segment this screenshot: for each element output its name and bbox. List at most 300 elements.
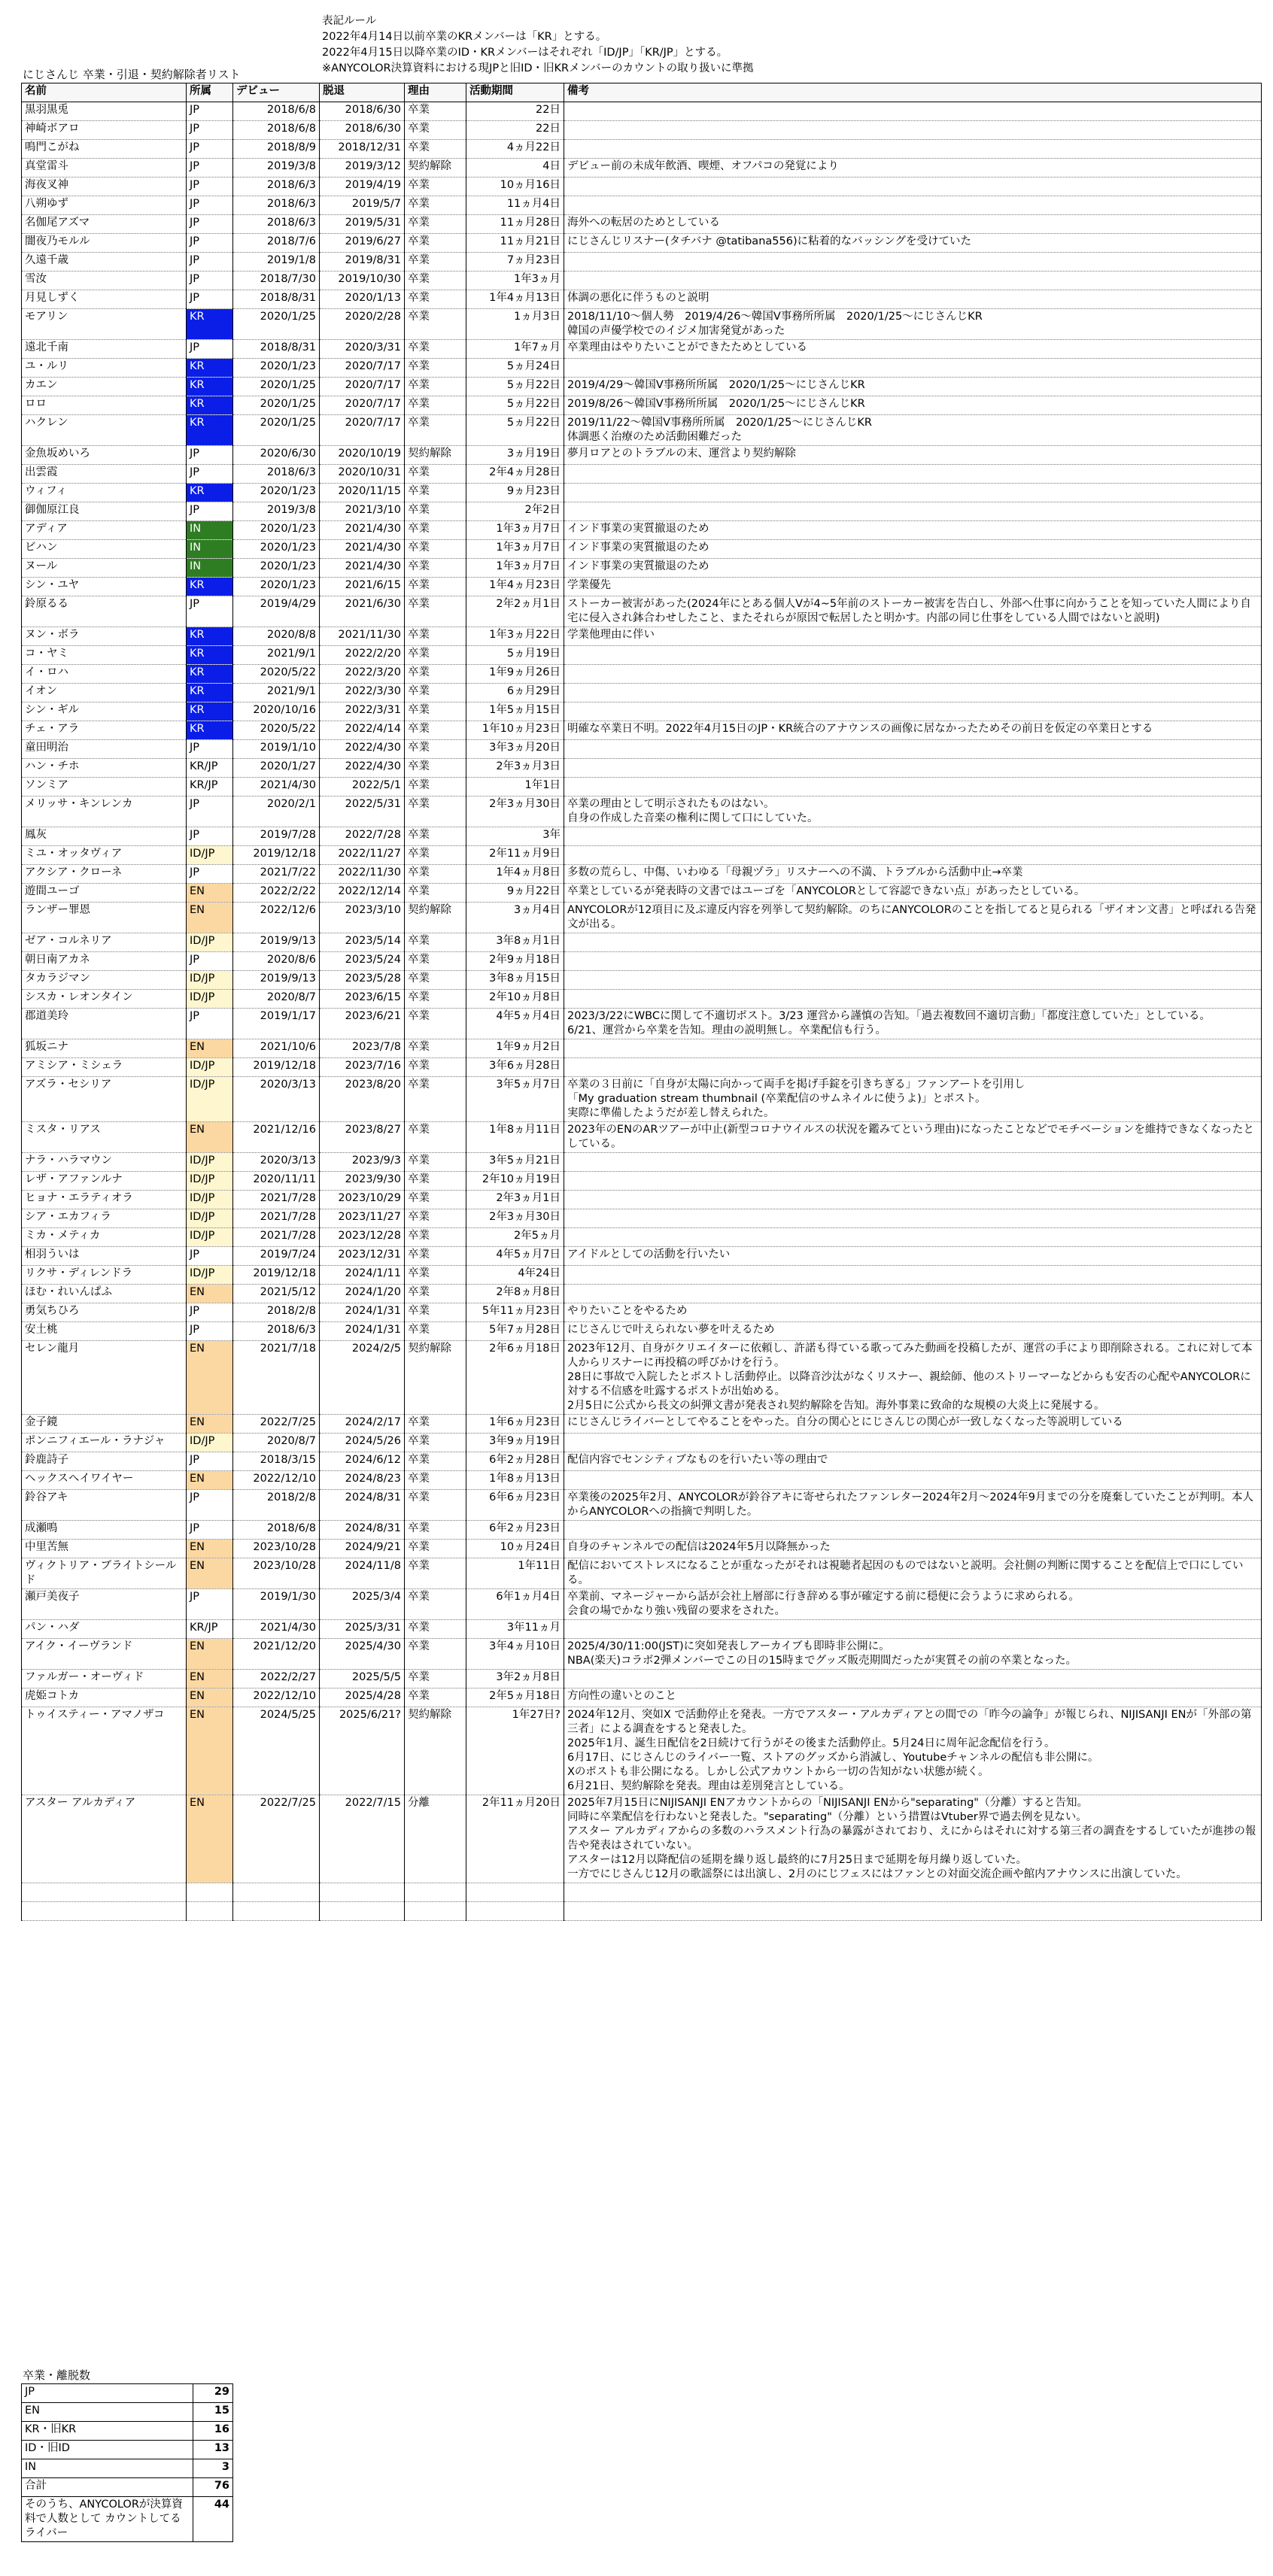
debut-date: 2018/6/3 (233, 215, 320, 234)
member-name: 黒羽黒兎 (22, 102, 187, 121)
affiliation: JP (187, 253, 233, 272)
leave-reason: 卒業 (405, 702, 466, 721)
affiliation: KR (187, 665, 233, 684)
member-name: 成瀬鳴 (22, 1521, 187, 1540)
leave-date: 2023/12/31 (320, 1247, 405, 1266)
leave-reason: 卒業 (405, 990, 466, 1009)
leave-reason: 卒業 (405, 933, 466, 952)
empty-cell (22, 1902, 187, 1921)
table-row (22, 1322, 1262, 1341)
affiliation: JP (187, 1247, 233, 1266)
member-name: タカラジマン (22, 971, 187, 990)
table-row (22, 1303, 1262, 1322)
affiliation: KR (187, 627, 233, 646)
col-header-note: 備考 (564, 83, 1262, 102)
summary-label: EN (22, 2403, 193, 2422)
debut-date: 2019/3/8 (233, 159, 320, 177)
debut-date: 2020/1/25 (233, 309, 320, 340)
leave-reason: 卒業 (405, 1228, 466, 1247)
activity-period: 2年4ヵ月28日 (466, 465, 564, 484)
leave-reason: 卒業 (405, 1266, 466, 1285)
activity-period: 2年10ヵ月19日 (466, 1172, 564, 1191)
affiliation: KR/JP (187, 778, 233, 796)
table-row (22, 1415, 1262, 1434)
leave-reason: 卒業 (405, 215, 466, 234)
table-row (22, 1153, 1262, 1172)
table-row (22, 159, 1262, 177)
activity-period: 5年7ヵ月28日 (466, 1322, 564, 1341)
leave-reason: 卒業 (405, 1039, 466, 1058)
leave-date: 2021/3/10 (320, 502, 405, 521)
activity-period: 3年3ヵ月20日 (466, 740, 564, 759)
leave-reason: 卒業 (405, 796, 466, 827)
activity-period: 5ヵ月22日 (466, 378, 564, 396)
leave-date: 2021/4/30 (320, 521, 405, 540)
leave-date: 2022/3/31 (320, 702, 405, 721)
affiliation: JP (187, 290, 233, 309)
activity-period: 5ヵ月19日 (466, 646, 564, 665)
note: インド事業の実質撤退のため (564, 540, 1262, 559)
table-row (22, 1009, 1262, 1039)
note: 2019/8/26～韓国V事務所所属 2020/1/25～にじさんじKR (564, 396, 1262, 415)
note: 学業優先 (564, 578, 1262, 596)
table-row (22, 140, 1262, 159)
note: 2019/11/22～韓国V事務所所属 2020/1/25～にじさんじKR 体調悪く治療のため活動困難だった (564, 415, 1262, 446)
empty-cell (187, 1883, 233, 1902)
debut-date: 2020/1/23 (233, 521, 320, 540)
note: 配信内容でセンシティブなものを行いたい等の理由で (564, 1452, 1262, 1471)
table-row (22, 1707, 1262, 1795)
member-name: 鳳灰 (22, 827, 187, 846)
member-name: トゥイスティー・アマノザコ (22, 1707, 187, 1795)
note: にじさんじライバーとしてやることをやった。自分の関心とにじさんじの関心が一致しなくなった等説明している (564, 1415, 1262, 1434)
note: 2023年12月、自身がクリエイターに依頼し、許諾も得ている歌ってみた動画を投稿したが、運営の手により即削除される。これに対して本人からリスナーに再投稿の呼びかけを行う。 28日に事故で入院したとポストし活動停止。以降音沙汰がなくリスナー、親絵師、他のストリーマーなどからも安否の心配やANYCOLORに対する不信感を吐露するポストが出始める。 2月5日に公式から長文の糾弾文書が発表され契約解除を告知。海外事業に致命的な規模の大炎上に発展する。 (564, 1341, 1262, 1415)
leave-date: 2022/12/14 (320, 884, 405, 903)
col-header-debut: デビュー (233, 83, 320, 102)
activity-period: 10ヵ月16日 (466, 177, 564, 196)
affiliation: KR (187, 378, 233, 396)
list-title: にじさんじ 卒業・引退・契約解除者リスト (23, 68, 241, 81)
leave-date: 2023/7/8 (320, 1039, 405, 1058)
affiliation: IN (187, 559, 233, 578)
note: 海外への転居のためとしている (564, 215, 1262, 234)
table-row (22, 846, 1262, 865)
note (564, 1191, 1262, 1209)
affiliation: ID/JP (187, 971, 233, 990)
leave-reason: 卒業 (405, 1521, 466, 1540)
table-row (22, 884, 1262, 903)
affiliation: EN (187, 1039, 233, 1058)
member-name: シン・ユヤ (22, 578, 187, 596)
note: 2018/11/10～個人勢 2019/4/26～韓国V事務所所属 2020/1/25～にじさんじKR 韓国の声優学校でのイジメ加害発覚があった (564, 309, 1262, 340)
member-name: ヌン・ボラ (22, 627, 187, 646)
debut-date: 2020/8/7 (233, 1434, 320, 1452)
affiliation: KR (187, 684, 233, 702)
table-row (22, 465, 1262, 484)
leave-reason: 卒業 (405, 684, 466, 702)
leave-reason: 卒業 (405, 1009, 466, 1039)
table-row (22, 1452, 1262, 1471)
debut-date: 2018/7/30 (233, 272, 320, 290)
member-name: 鈴原るる (22, 596, 187, 627)
affiliation: ID/JP (187, 990, 233, 1009)
leave-reason: 卒業 (405, 1077, 466, 1122)
member-name: ヴィクトリア・ブライトシールド (22, 1558, 187, 1589)
activity-period: 6年6ヵ月23日 (466, 1490, 564, 1521)
debut-date: 2018/6/8 (233, 1521, 320, 1540)
note: 卒業としているが発表時の文書ではユーゴを「ANYCOLORとして容認できない点」があったとしている。 (564, 884, 1262, 903)
summary-value: 29 (193, 2384, 233, 2403)
leave-reason: 卒業 (405, 196, 466, 215)
leave-reason: 卒業 (405, 596, 466, 627)
activity-period: 5ヵ月24日 (466, 359, 564, 378)
debut-date: 2018/3/15 (233, 1452, 320, 1471)
activity-period: 3年5ヵ月7日 (466, 1077, 564, 1122)
leave-reason: 卒業 (405, 884, 466, 903)
debut-date: 2019/7/28 (233, 827, 320, 846)
leave-date: 2022/3/20 (320, 665, 405, 684)
leave-date: 2022/7/15 (320, 1795, 405, 1883)
affiliation: JP (187, 340, 233, 359)
table-row (22, 646, 1262, 665)
note (564, 196, 1262, 215)
leave-date: 2023/11/27 (320, 1209, 405, 1228)
note (564, 740, 1262, 759)
col-header-reason: 理由 (405, 83, 466, 102)
leave-date: 2025/3/31 (320, 1620, 405, 1639)
activity-period: 3ヵ月4日 (466, 903, 564, 933)
table-row (22, 1209, 1262, 1228)
affiliation: EN (187, 1689, 233, 1707)
summary-title: 卒業・離脱数 (23, 2368, 91, 2382)
table-row (22, 952, 1262, 971)
member-name: 瀬戸美夜子 (22, 1589, 187, 1620)
leave-date: 2020/11/15 (320, 484, 405, 502)
activity-period: 1年5ヵ月15日 (466, 702, 564, 721)
rules-line: 2022年4月14日以前卒業のKRメンバーは「KR」とする。 (322, 31, 607, 43)
activity-period: 11ヵ月4日 (466, 196, 564, 215)
member-name: 相羽ういは (22, 1247, 187, 1266)
member-name: ヌール (22, 559, 187, 578)
member-name: 虎姫コトカ (22, 1689, 187, 1707)
table-row (22, 253, 1262, 272)
table-row (22, 359, 1262, 378)
leave-date: 2025/4/30 (320, 1639, 405, 1670)
activity-period: 2年3ヵ月30日 (466, 796, 564, 827)
note (564, 177, 1262, 196)
member-name: ロロ (22, 396, 187, 415)
table-row (22, 1172, 1262, 1191)
activity-period: 2年2ヵ月1日 (466, 596, 564, 627)
table-row (22, 721, 1262, 740)
note (564, 952, 1262, 971)
affiliation: ID/JP (187, 1191, 233, 1209)
activity-period: 6年1ヵ月4日 (466, 1589, 564, 1620)
member-name: 鈴谷アキ (22, 1490, 187, 1521)
leave-date: 2024/5/26 (320, 1434, 405, 1452)
member-name: カエン (22, 378, 187, 396)
empty-cell (233, 1902, 320, 1921)
table-row (22, 1228, 1262, 1247)
note (564, 1228, 1262, 1247)
table-row (22, 1039, 1262, 1058)
table-row (22, 446, 1262, 465)
affiliation: EN (187, 1639, 233, 1670)
activity-period: 1年27日? (466, 1707, 564, 1795)
leave-reason: 卒業 (405, 502, 466, 521)
leave-reason: 卒業 (405, 1434, 466, 1452)
debut-date: 2021/10/6 (233, 1039, 320, 1058)
debut-date: 2021/9/1 (233, 684, 320, 702)
member-name: ウィフィ (22, 484, 187, 502)
leave-date: 2019/8/31 (320, 253, 405, 272)
debut-date: 2019/12/18 (233, 1266, 320, 1285)
table-row (22, 502, 1262, 521)
affiliation: ID/JP (187, 1266, 233, 1285)
summary-label: JP (22, 2384, 193, 2403)
debut-date: 2021/7/28 (233, 1228, 320, 1247)
table-row (22, 1077, 1262, 1122)
note (564, 121, 1262, 140)
affiliation: KR (187, 396, 233, 415)
debut-date: 2020/1/27 (233, 759, 320, 778)
leave-reason: 卒業 (405, 484, 466, 502)
empty-cell (320, 1883, 405, 1902)
leave-reason: 卒業 (405, 465, 466, 484)
debut-date: 2023/10/28 (233, 1540, 320, 1558)
affiliation: EN (187, 1415, 233, 1434)
note (564, 1620, 1262, 1639)
affiliation: JP (187, 1009, 233, 1039)
affiliation: JP (187, 1521, 233, 1540)
affiliation: JP (187, 234, 233, 253)
leave-reason: 卒業 (405, 340, 466, 359)
activity-period: 11ヵ月28日 (466, 215, 564, 234)
summary-label: ID・旧ID (22, 2441, 193, 2459)
member-name: 狐坂ニナ (22, 1039, 187, 1058)
member-name: ナラ・ハラマウン (22, 1153, 187, 1172)
affiliation: JP (187, 196, 233, 215)
activity-period: 6年2ヵ月23日 (466, 1521, 564, 1540)
affiliation: JP (187, 446, 233, 465)
table-row (22, 1191, 1262, 1209)
member-name: 金子鏡 (22, 1415, 187, 1434)
debut-date: 2018/8/31 (233, 290, 320, 309)
member-name: ゼア・コルネリア (22, 933, 187, 952)
debut-date: 2020/1/25 (233, 396, 320, 415)
leave-reason: 卒業 (405, 540, 466, 559)
empty-cell (466, 1883, 564, 1902)
leave-date: 2019/5/7 (320, 196, 405, 215)
note (564, 933, 1262, 952)
member-name: レザ・アファンルナ (22, 1172, 187, 1191)
note: 2025年7月15日にNIJISANJI ENアカウントからの「NIJISANJI ENから"separating"（分離）すると告知。 同時に卒業配信を行わないと発表した。"separating"（分離）という措置はVtuber界で過去例を見ない。 アスター アルカディアからの多数のハラスメント行為の暴露がされており、えにからはそれに対する第三者の調査をするしていたが進捗の報告や発表はされていない。 アスターは12月以降配信の延期を繰り返し最終的に7月25日まで延期を毎月繰り返していた。 一方でにじさんじ12月の歌謡祭には出演し、2月のにじフェスにはファンとの対面交流企画や館内アナウンスに出演していた。 (564, 1795, 1262, 1883)
summary-label: IN (22, 2459, 193, 2478)
member-name: ほむ・れいんぱふ (22, 1285, 187, 1303)
empty-cell (405, 1902, 466, 1921)
table-row (22, 121, 1262, 140)
note: 2023/3/22にWBCに関して不適切ポスト。3/23 運営から謹慎の告知。「過去複数回不適切言動」「都度注意していた」としている。 6/21、運営から卒業を告知。理由の説明無し。卒業配信も行う。 (564, 1009, 1262, 1039)
note: 自身のチャンネルでの配信は2024年5月以降無かった (564, 1540, 1262, 1558)
debut-date: 2019/3/8 (233, 502, 320, 521)
activity-period: 5ヵ月22日 (466, 396, 564, 415)
leave-date: 2024/2/17 (320, 1415, 405, 1434)
activity-period: 2年3ヵ月1日 (466, 1191, 564, 1209)
leave-date: 2020/7/17 (320, 378, 405, 396)
table-row (22, 903, 1262, 933)
summary-label: KR・旧KR (22, 2422, 193, 2441)
member-name: パン・ハダ (22, 1620, 187, 1639)
table-row (22, 415, 1262, 446)
member-name: 遊間ユーゴ (22, 884, 187, 903)
member-name: シア・エカフィラ (22, 1209, 187, 1228)
debut-date: 2020/1/23 (233, 484, 320, 502)
debut-date: 2020/8/7 (233, 990, 320, 1009)
debut-date: 2021/4/30 (233, 1620, 320, 1639)
table-row (22, 1589, 1262, 1620)
table-row (22, 102, 1262, 121)
activity-period: 3年5ヵ月21日 (466, 1153, 564, 1172)
summary-value: 13 (193, 2441, 233, 2459)
note: 多数の荒らし、中傷、いわゆる「母親ヅラ」リスナーへの不満、トラブルから活動中止→卒業 (564, 865, 1262, 884)
note (564, 1039, 1262, 1058)
member-name: 海夜叉神 (22, 177, 187, 196)
member-name: ヘックスヘイワイヤー (22, 1471, 187, 1490)
leave-date: 2021/11/30 (320, 627, 405, 646)
note (564, 665, 1262, 684)
table-row (22, 933, 1262, 952)
leave-reason: 卒業 (405, 1490, 466, 1521)
note: 2023年のENのARツアーが中止(新型コロナウイルスの状況を鑑みてという理由)になったことなどでモチベーションを維持できなくなったとしている。 (564, 1122, 1262, 1153)
leave-reason: 卒業 (405, 1589, 466, 1620)
note (564, 1058, 1262, 1077)
leave-reason: 卒業 (405, 1415, 466, 1434)
member-name: 勇気ちひろ (22, 1303, 187, 1322)
leave-date: 2025/5/5 (320, 1670, 405, 1689)
table-row (22, 521, 1262, 540)
affiliation: EN (187, 884, 233, 903)
debut-date: 2018/2/8 (233, 1490, 320, 1521)
table-row (22, 1521, 1262, 1540)
table-row (22, 1490, 1262, 1521)
debut-date: 2018/7/6 (233, 234, 320, 253)
note (564, 102, 1262, 121)
table-row (22, 484, 1262, 502)
affiliation: EN (187, 1285, 233, 1303)
leave-date: 2023/5/24 (320, 952, 405, 971)
leave-date: 2024/1/20 (320, 1285, 405, 1303)
affiliation: KR (187, 359, 233, 378)
affiliation: JP (187, 215, 233, 234)
note (564, 846, 1262, 865)
leave-reason: 卒業 (405, 578, 466, 596)
note: 2019/4/29～韓国V事務所所属 2020/1/25～にじさんじKR (564, 378, 1262, 396)
member-name: シスカ・レオンタイン (22, 990, 187, 1009)
table-row (22, 796, 1262, 827)
activity-period: 2年8ヵ月8日 (466, 1285, 564, 1303)
table-row (22, 396, 1262, 415)
activity-period: 1年1日 (466, 778, 564, 796)
activity-period: 2年3ヵ月30日 (466, 1209, 564, 1228)
table-row (22, 684, 1262, 702)
table-row (22, 971, 1262, 990)
member-name: アクシア・クローネ (22, 865, 187, 884)
debut-date: 2018/6/3 (233, 465, 320, 484)
leave-date: 2022/7/28 (320, 827, 405, 846)
summary-row (22, 2384, 233, 2403)
table-row (22, 578, 1262, 596)
table-row (22, 1471, 1262, 1490)
note: 配信においてストレスになることが重なったがそれは視聴者起因のものではないと説明。会社側の判断に関することを配信上で口にしている。 (564, 1558, 1262, 1589)
member-name: イオン (22, 684, 187, 702)
activity-period: 10ヵ月24日 (466, 1540, 564, 1558)
rules-line: 2022年4月15日以降卒業のID・KRメンバーはそれぞれ「ID/JP」「KR/JP」とする。 (322, 47, 728, 59)
note (564, 253, 1262, 272)
leave-reason: 卒業 (405, 177, 466, 196)
empty-row (22, 1902, 1262, 1921)
activity-period: 4年24日 (466, 1266, 564, 1285)
affiliation: JP (187, 1490, 233, 1521)
debut-date: 2020/1/23 (233, 559, 320, 578)
leave-date: 2020/1/13 (320, 290, 405, 309)
member-name: ミカ・メティカ (22, 1228, 187, 1247)
affiliation: ID/JP (187, 1077, 233, 1122)
note (564, 1670, 1262, 1689)
leave-reason: 分離 (405, 1795, 466, 1883)
leave-date: 2023/9/3 (320, 1153, 405, 1172)
leave-reason: 卒業 (405, 1285, 466, 1303)
member-name: 鳴門こがね (22, 140, 187, 159)
table-row (22, 540, 1262, 559)
table-row (22, 827, 1262, 846)
rules-title: 表記ルール (322, 15, 377, 27)
affiliation: EN (187, 1795, 233, 1883)
debut-date: 2020/1/23 (233, 540, 320, 559)
leave-reason: 卒業 (405, 827, 466, 846)
affiliation: JP (187, 465, 233, 484)
table-row (22, 1639, 1262, 1670)
leave-date: 2020/10/31 (320, 465, 405, 484)
leave-date: 2024/8/23 (320, 1471, 405, 1490)
affiliation: KR (187, 309, 233, 340)
debut-date: 2018/6/3 (233, 177, 320, 196)
note: ストーカー被害があった(2024年にとある個人Vが4~5年前のストーカー被害を告白し、外部へ仕事に向かうことを知っていた人間により自宅に侵入され鉢合わせしたこと、またそれらが原因で転居したと明かす。内部の同じ仕事をしている人間ではないと説明) (564, 596, 1262, 627)
affiliation: KR (187, 702, 233, 721)
leave-date: 2023/12/28 (320, 1228, 405, 1247)
leave-date: 2024/6/12 (320, 1452, 405, 1471)
leave-date: 2022/4/30 (320, 740, 405, 759)
debut-date: 2020/1/25 (233, 378, 320, 396)
member-name: 雪汝 (22, 272, 187, 290)
debut-date: 2021/5/12 (233, 1285, 320, 1303)
activity-period: 22日 (466, 102, 564, 121)
affiliation: EN (187, 1122, 233, 1153)
affiliation: JP (187, 1303, 233, 1322)
note: 体調の悪化に伴うものと説明 (564, 290, 1262, 309)
member-name: アズラ・セシリア (22, 1077, 187, 1122)
activity-period: 1年11日 (466, 1558, 564, 1589)
debut-date: 2020/3/13 (233, 1153, 320, 1172)
leave-date: 2020/10/19 (320, 446, 405, 465)
table-row (22, 340, 1262, 359)
empty-row (22, 1883, 1262, 1902)
leave-reason: 卒業 (405, 415, 466, 446)
activity-period: 4年5ヵ月7日 (466, 1247, 564, 1266)
member-name: ハクレン (22, 415, 187, 446)
activity-period: 2年2日 (466, 502, 564, 521)
leave-date: 2023/6/21 (320, 1009, 405, 1039)
activity-period: 3年9ヵ月19日 (466, 1434, 564, 1452)
